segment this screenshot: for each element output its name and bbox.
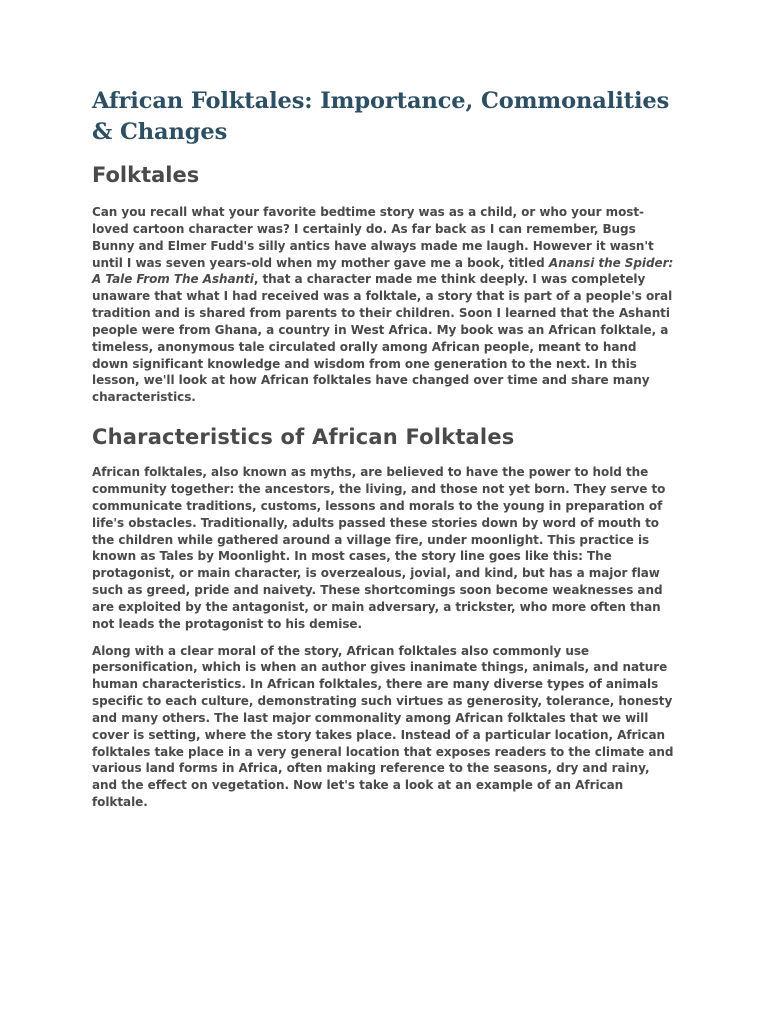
- paragraph-text: , that a character made me think deeply. I was completely unaware that what I had received was a folktale, a story that is part of a people's oral tradition and is shared from parents to their children. Soon I learned that the Ashanti people were from Ghana, a country in West Africa. My book was an African folktale, a timeless, anonymous tale circulated orally among African people, meant to hand down significant knowledge and wisdom from one generation to the next. In this lesson, we'll look at how African folktales have changed over time and share many characteristics.: [92, 272, 673, 405]
- document-title: African Folktales: Importance, Commonalities & Changes: [92, 88, 670, 145]
- paragraph-characteristics-1: African folktales, also known as myths, are believed to have the power to hold the community together: the ancestors, the living, and those not yet born. They serve to communicate traditions, customs, lessons and morals to the young in preparation of life's obstacles. Traditionally, adults passed these stories down by word of mouth to the children while gathered around a village fire, under moonlight. This practice is known as Tales by Moonlight. In most cases, the story line goes like this: The protagonist, or main character, is overzealous, jovial, and kind, but has a major flaw such as greed, pride and naivety. These shortcomings soon become weaknesses and are exploited by the antagonist, or main adversary, a trickster, who more often than not leads the protagonist to his demise.: [92, 465, 666, 631]
- document-page: [92, 86, 676, 821]
- paragraph-folktales-intro: [92, 204, 676, 406]
- section-heading-folktales: Folktales: [92, 163, 200, 187]
- section-heading-characteristics: Characteristics of African Folktales: [92, 425, 515, 450]
- paragraph-characteristics-2: Along with a clear moral of the story, African folktales also commonly use personification, which is when an author gives inanimate things, animals, and nature human characteristics. In African folktales, there are many diverse types of animals specific to each culture, demonstrating such virtues as generosity, tolerance, honesty and many others. The last major commonality among African folktales that we will cover is setting, where the story takes place. Instead of a particular location, African folktales take place in a very general location that exposes readers to the climate and various land forms in Africa, often making reference to the seasons, dry and rainy, and the effect on vegetation. Now let's take a look at an example of an African folktale.: [92, 643, 674, 810]
- book-title-italic: Anansi the Spider: A Tale From The Ashanti: [92, 255, 674, 287]
- paragraph-text: Can you recall what your favorite bedtime story was as a child, or who your most-loved cartoon character was? I certainly do. As far back as I can remember, Bugs Bunny and Elmer Fudd's silly antics have always made me laugh. However it wasn't until I was seven years-old when my mother gave me a book, titled: [92, 205, 654, 270]
